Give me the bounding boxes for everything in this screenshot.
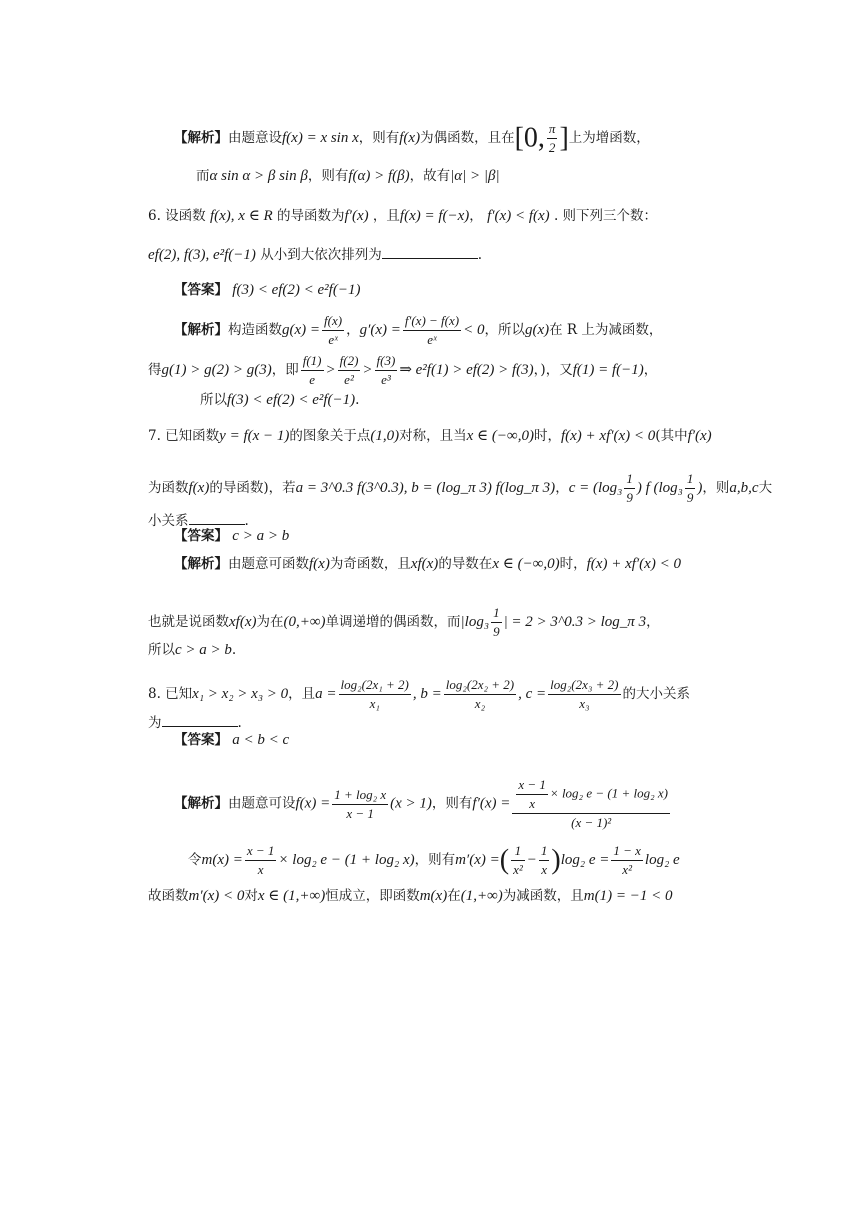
text: 时，	[533, 428, 561, 444]
text: ，)，又	[533, 362, 573, 378]
formula: f(x)	[309, 556, 330, 572]
text: ，则有	[414, 852, 456, 868]
text: 的大小关系	[622, 686, 691, 702]
analysis-tag: 【解析】	[174, 556, 228, 572]
formula: log₂ e	[644, 852, 680, 868]
numerator: 1	[539, 842, 550, 861]
text: 的导函数)，若	[209, 480, 296, 496]
text: 从小到大依次排列为	[260, 247, 382, 263]
formula: ef(2), f(3), e²f(−1)	[148, 247, 256, 263]
numerator: 1 + log₂ x	[332, 786, 388, 805]
fraction	[332, 786, 388, 823]
q6-answer-line	[174, 280, 360, 300]
text: 的导数在	[438, 556, 493, 572]
numerator: f(2)	[338, 352, 361, 371]
q7-question-line-1	[148, 426, 712, 446]
text: 为在	[256, 614, 284, 630]
fraction	[548, 676, 620, 713]
formula: xf(x)	[410, 556, 439, 572]
numerator: 1	[624, 470, 635, 489]
denominator: x²	[513, 862, 523, 877]
analysis-tag: 【解析】	[174, 795, 228, 812]
text: 由题意可函数	[228, 556, 309, 572]
text: 令	[188, 852, 202, 868]
text: 为奇函数，且	[329, 556, 411, 572]
fraction	[539, 842, 550, 879]
q8-analysis-line-2: 令m(x) = $\frac{x - 1}{x}$ × log₂ e − (1 + log₂ x)，则有m′(x) =( $\frac{1}{\text{x²}}$ − $\frac{1}{x}$ )log₂ e = $\frac{1 - x}{\text{x²}}$ log₂ e	[188, 843, 680, 877]
numerator: f(1)	[301, 352, 324, 371]
formula: (1,+∞)	[460, 888, 503, 904]
denominator: x₃	[579, 696, 590, 711]
text: .	[355, 392, 360, 408]
text: ，	[643, 362, 658, 378]
formula: α sin α > β sin β	[209, 168, 308, 184]
text: ，	[469, 208, 483, 224]
formula: f(x) + xf′(x) < 0	[586, 556, 681, 572]
fraction	[322, 312, 344, 349]
text: 上为增函数，	[568, 130, 650, 146]
text: 所以	[148, 642, 175, 658]
text: ，故有	[409, 168, 451, 184]
text: 在 R 上为减函数，	[549, 322, 663, 338]
numerator: 1	[685, 470, 696, 489]
text: 在	[447, 888, 461, 904]
fraction	[511, 842, 525, 879]
text: ，则有	[307, 168, 349, 184]
inner-fraction	[516, 776, 548, 813]
text: 由题意可设	[228, 795, 296, 812]
fraction	[403, 312, 461, 349]
formula: f(x)	[188, 480, 210, 496]
denominator: x − 1	[346, 805, 374, 821]
text: ，且	[288, 686, 316, 702]
fraction	[339, 676, 411, 713]
text: 为函数	[148, 480, 189, 496]
text: 对	[244, 888, 258, 904]
text: 对称，且当	[399, 428, 467, 444]
text: ，	[646, 614, 660, 630]
text: .	[237, 715, 242, 731]
formula: , c =	[518, 686, 547, 702]
formula: < 0	[463, 322, 485, 338]
formula: | = 2 > 3^0.3 > log_π 3	[503, 614, 647, 630]
formula: a =	[315, 686, 337, 702]
formula: (0,+∞)	[283, 614, 326, 630]
formula: g′(x) =	[359, 322, 401, 338]
text: 为偶函数，且在	[420, 130, 515, 146]
text: 故函数	[148, 888, 189, 904]
text: 构造函数	[228, 322, 282, 338]
q6-question-line-1	[148, 206, 657, 226]
q7-answer-line	[174, 526, 289, 546]
numerator: f(x)	[322, 312, 344, 331]
formula: f(x) = x sin x	[282, 130, 359, 146]
formula: f′(x)	[344, 208, 369, 224]
formula: f(x) =	[295, 795, 331, 812]
q5-analysis-line-1	[174, 120, 650, 157]
q7-analysis-line-3	[148, 640, 236, 660]
text: × log₂ e − (1 + log₂ x)	[549, 785, 668, 801]
analysis-tag: 【解析】	[174, 322, 228, 338]
answer-tag: 【答案】	[174, 282, 228, 298]
numerator: log₂(2x₂ + 2)	[444, 676, 516, 695]
denominator: 9	[493, 624, 500, 639]
text: ，且	[372, 208, 400, 224]
q6-question-line-2	[148, 244, 482, 265]
formula: g(x)	[524, 322, 550, 338]
text: 为减函数，且	[502, 888, 584, 904]
formula: g(1) > g(2) > g(3)	[161, 362, 272, 378]
formula: f(x) + xf′(x) < 0	[560, 428, 656, 444]
formula: ⇒ e²f(1) > ef(2) > f(3)	[399, 362, 534, 378]
formula: c > a > b	[175, 642, 232, 658]
formula: f(x)	[399, 130, 421, 146]
text: 而	[196, 168, 210, 184]
formula: (x > 1)	[390, 795, 432, 812]
answer-blank	[382, 244, 478, 259]
text: . 则下列三个数：	[553, 208, 658, 224]
text: ，则有	[431, 795, 473, 812]
text: 7. 已知函数	[148, 428, 220, 444]
text: 的图象关于点	[289, 428, 371, 444]
formula: a = 3^0.3 f(3^0.3), b = (log_π 3) f(log_π 3)	[295, 480, 556, 496]
denominator: x₂	[474, 696, 486, 711]
q8-question-line-1	[148, 676, 690, 713]
formula: log₂ e =	[560, 852, 610, 868]
q7-analysis-line-1	[174, 554, 681, 574]
formula: a < b < c	[232, 732, 290, 748]
fraction	[611, 842, 643, 879]
denominator: x	[257, 862, 264, 877]
numerator: x − 1	[245, 842, 277, 861]
fraction	[685, 470, 696, 507]
numerator: 1 − x	[611, 842, 643, 861]
answer-blank	[162, 712, 238, 727]
text: ，所以	[484, 322, 525, 338]
fraction	[547, 120, 558, 157]
numerator: log₂(2x₃ + 2)	[548, 676, 620, 695]
formula: a,b,c	[729, 480, 759, 496]
fraction	[301, 352, 324, 389]
formula: x ∈ (−∞,0)	[492, 556, 560, 572]
denominator: 9	[626, 490, 633, 505]
numerator: π	[547, 120, 558, 139]
formula: f(3) < ef(2) < e²f(−1)	[232, 282, 361, 298]
fraction	[491, 604, 502, 641]
denominator: e³	[381, 372, 391, 387]
numerator: log₂(2x₁ + 2)	[339, 676, 411, 695]
denominator: x	[529, 796, 536, 811]
denominator: x	[541, 862, 547, 877]
text: 得	[148, 362, 162, 378]
text: 小关系	[148, 513, 189, 529]
formula: )	[697, 480, 703, 496]
formula: m′(x) =	[455, 852, 500, 868]
text: 时，	[559, 556, 587, 572]
text: 恒成立，即函数	[325, 888, 420, 904]
formula: f′(x)	[687, 428, 712, 444]
formula: f(1) = f(−1)	[572, 362, 644, 378]
formula: −	[526, 852, 537, 868]
fraction	[444, 676, 516, 713]
q8-answer-line	[174, 730, 289, 750]
formula: ]	[559, 122, 569, 154]
analysis-tag: 【解析】	[174, 130, 228, 146]
denominator: x₁	[369, 696, 380, 711]
fraction	[375, 352, 398, 389]
formula: ) f (log₃	[636, 480, 683, 496]
numerator: f(3)	[375, 352, 398, 371]
text: ，	[346, 322, 360, 338]
text: 单调递增的偶函数，而	[325, 614, 461, 630]
text: ，即	[271, 362, 299, 378]
text: (其中	[655, 428, 688, 444]
fraction	[338, 352, 361, 389]
formula: x₁ > x₂ > x₃ > 0	[192, 686, 289, 702]
formula: f(x), x ∈ R	[209, 208, 273, 224]
answer-tag: 【答案】	[174, 732, 228, 748]
text: 由题意设	[228, 130, 282, 146]
text: ，则	[702, 480, 730, 496]
fraction	[245, 842, 277, 879]
text: 大	[758, 480, 773, 496]
formula: |log₃	[460, 614, 490, 630]
fraction	[512, 776, 670, 832]
denominator: eˣ	[328, 332, 338, 347]
formula: y = f(x − 1)	[219, 428, 290, 444]
formula: f(α) > f(β)	[348, 168, 410, 184]
q8-analysis-line-1	[174, 776, 672, 832]
text: .	[477, 247, 483, 263]
q8-analysis-line-3	[148, 886, 672, 906]
text: ，	[555, 480, 569, 496]
fraction	[624, 470, 635, 507]
answer-blank	[189, 510, 245, 525]
numerator	[512, 776, 670, 814]
q6-analysis-line-1	[174, 312, 662, 349]
text: 也就是说函数	[148, 614, 229, 630]
formula: |α| > |β|	[450, 168, 500, 184]
formula: g(x) =	[282, 322, 321, 338]
formula: (1,0)	[370, 428, 400, 444]
text: 为	[148, 715, 162, 731]
q6-analysis-line-3	[200, 390, 359, 410]
text: 6. 设函数	[148, 208, 206, 224]
denominator: 9	[686, 490, 694, 505]
formula: f′(x) =	[472, 795, 511, 812]
formula: f(x) = f(−x)	[399, 208, 470, 224]
denominator: eˣ	[427, 332, 437, 347]
denominator: x²	[622, 862, 632, 877]
q7-analysis-line-2	[148, 604, 660, 641]
q5-analysis-line-2	[196, 166, 500, 186]
denominator: e²	[344, 372, 354, 387]
denominator: 2	[548, 140, 556, 155]
text: 所以	[200, 392, 227, 408]
formula: m(1) = −1 < 0	[583, 888, 673, 904]
numerator: 1	[511, 842, 525, 861]
text: .	[244, 513, 249, 529]
formula: c = (log₃	[568, 480, 623, 496]
text: .	[231, 642, 237, 658]
text: 8. 已知	[148, 686, 193, 702]
formula: x ∈ (1,+∞)	[257, 888, 326, 904]
formula: m(x) =	[201, 852, 243, 868]
formula: f(3) < ef(2) < e²f(−1)	[227, 392, 356, 408]
formula: f′(x) < f(x)	[487, 208, 550, 224]
text: 的导函数为	[277, 208, 345, 224]
numerator: 1	[491, 604, 502, 623]
q7-question-line-2	[148, 470, 772, 507]
numerator: x − 1	[516, 776, 548, 795]
formula: m′(x) < 0	[188, 888, 245, 904]
formula: m(x)	[419, 888, 448, 904]
formula: xf(x)	[229, 614, 257, 630]
denominator: (x − 1)²	[571, 815, 612, 830]
text: ，则有	[358, 130, 400, 146]
formula: × log₂ e − (1 + log₂ x)	[278, 852, 415, 868]
formula: c > a > b	[232, 528, 290, 544]
numerator: f′(x) − f(x)	[403, 312, 461, 331]
answer-tag: 【答案】	[174, 528, 228, 544]
denominator: e	[309, 372, 315, 387]
q6-analysis-line-2: 得g(1) > g(2) > g(3)，即 $\frac{f(1)}{e}$ > $\frac{f(2)}{\text{e²}}$ > $\frac{f(3)}{\text{e³}}$ ⇒ e²f(1) > ef(2) > f(3)，)，又f(1) = f(−1)，	[148, 353, 658, 387]
formula: x ∈ (−∞,0)	[466, 428, 534, 444]
formula: [0,	[514, 122, 545, 154]
formula: , b =	[412, 686, 442, 702]
